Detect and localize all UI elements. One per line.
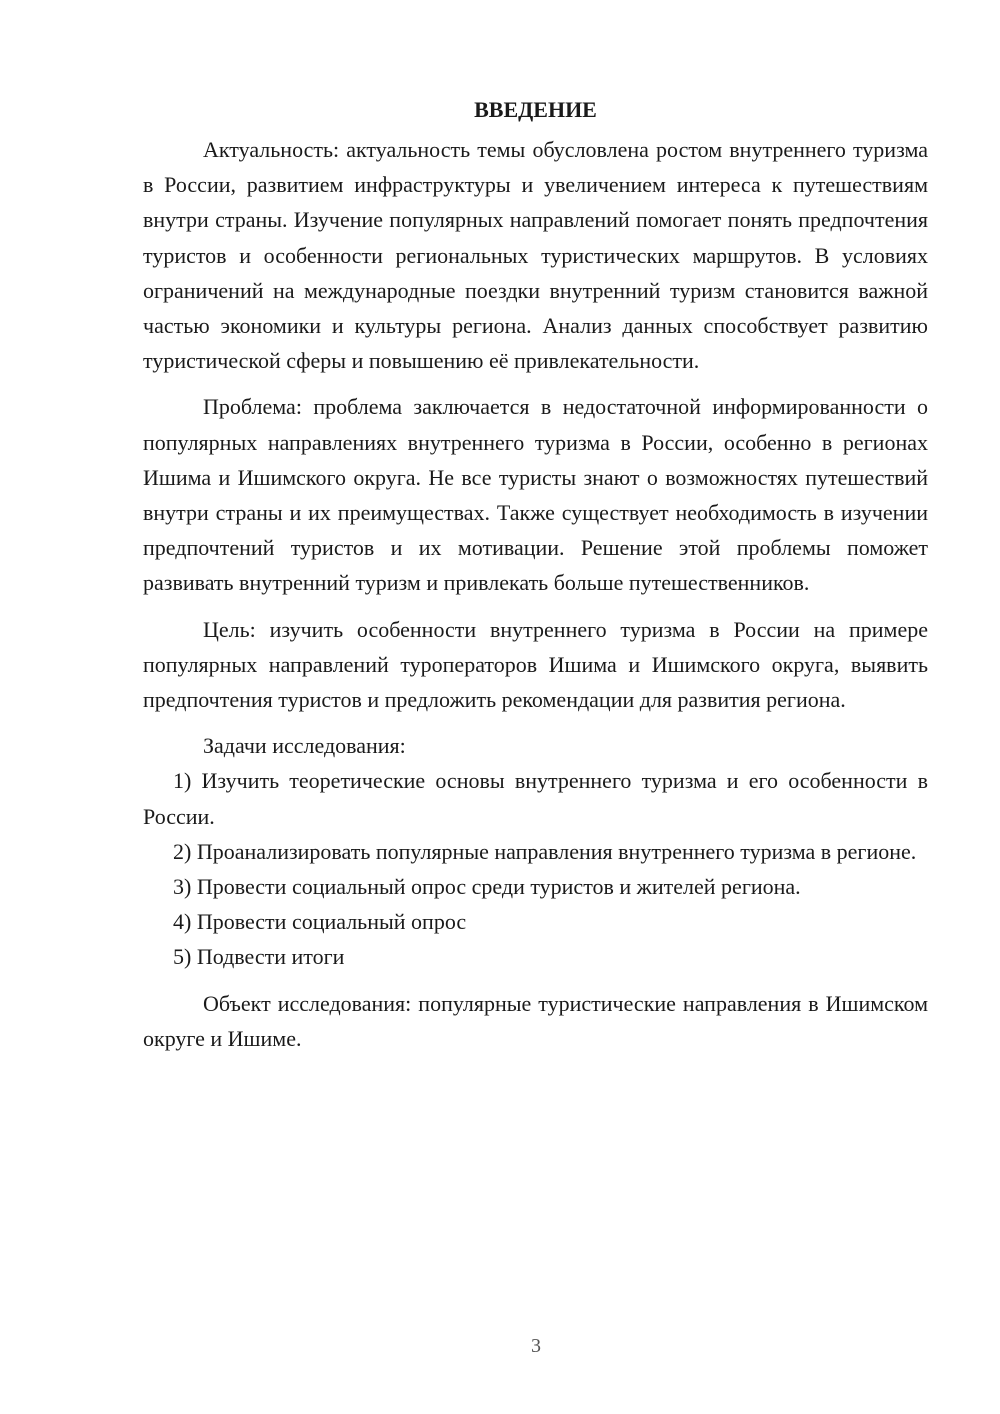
task-item-5: 5) Подвести итоги — [173, 944, 345, 970]
task-item-3: 3) Провести социальный опрос среди туристов и жителей региона. — [173, 874, 801, 900]
object-paragraph: Объект исследования: популярные туристические направления в Ишимском округе и Ишиме. — [143, 990, 928, 1051]
page-number: 3 — [531, 1335, 541, 1357]
goal-paragraph: Цель: изучить особенности внутреннего туризма в России на примере популярных направлений туроператоров Ишима и Ишимского округа, выявить предпочтения туристов и предложить рекомендации для развития региона. — [143, 616, 928, 713]
task-item-1: 1) Изучить теоретические основы внутреннего туризма и его особенности в России. — [143, 768, 928, 829]
task-item-2: 2) Проанализировать популярные направления внутреннего туризма в регионе. — [173, 838, 917, 864]
section-heading: ВВЕДЕНИЕ — [474, 97, 597, 122]
relevance-paragraph: Актуальность: актуальность темы обусловлена ростом внутреннего туризма в России, развитием инфраструктуры и увеличением интереса к путешествиям внутри страны. Изучение популярных направлений помогает понять предпочтения туристов и особенности региональных туристических маршрутов. В условиях ограничений на международные поездки внутренний туризм становится важной частью экономики и культуры региона. Анализ данных способствует развитию туристической сферы и повышению её привлекательности. — [143, 137, 928, 374]
problem-paragraph: Проблема: проблема заключается в недостаточной информированности о популярных направлениях внутреннего туризма в России, особенно в регионах Ишима и Ишимского округа. Не все туристы знают о возможностях путешествий внутри страны и их преимуществах. Также существует необходимость в изучении предпочтений туристов и их мотивации. Решение этой проблемы поможет развивать внутренний туризм и привлекать больше путешественников. — [143, 394, 928, 596]
task-item-4: 4) Провести социальный опрос — [173, 909, 467, 935]
tasks-title: Задачи исследования: — [203, 733, 406, 759]
page-content — [143, 92, 928, 1056]
